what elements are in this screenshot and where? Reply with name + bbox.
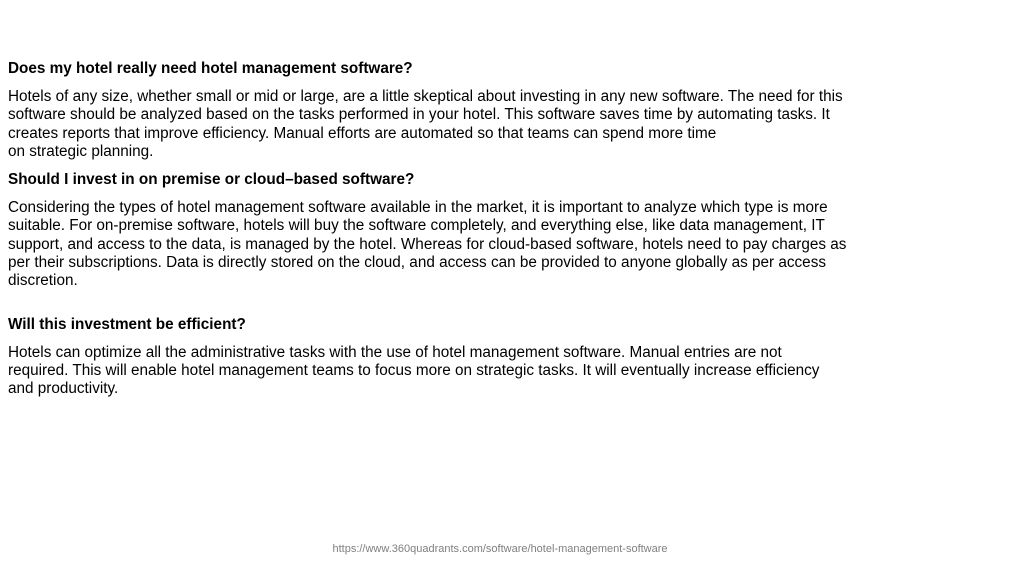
faq-content bbox=[8, 60, 983, 409]
answer-line: support, and access to the data, is managed by the hotel. Whereas for cloud-based software, hotels need to pay charges as bbox=[8, 235, 847, 253]
answer-line: and productivity. bbox=[8, 380, 119, 398]
question-heading: Does my hotel really need hotel management software? bbox=[8, 60, 413, 77]
answer-paragraph bbox=[8, 88, 983, 161]
answer-line: suitable. For on-premise software, hotels will buy the software completely, and everything else, like data management, IT bbox=[8, 217, 825, 235]
answer-paragraph bbox=[8, 199, 983, 290]
question-heading: Should I invest in on premise or cloud–based software? bbox=[8, 171, 415, 189]
answer-line: required. This will enable hotel management teams to focus more on strategic tasks. It will eventually increase efficiency bbox=[8, 361, 820, 379]
answer-line: Considering the types of hotel management software available in the market, it is important to analyze which type is more bbox=[8, 199, 828, 217]
answer-line: creates reports that improve efficiency. Manual efforts are automated so that teams can spend more time bbox=[8, 124, 717, 142]
answer-line: discretion. bbox=[8, 272, 78, 290]
answer-line: software should be analyzed based on the tasks performed in your hotel. This software saves time by automating tasks. It bbox=[8, 106, 830, 124]
answer-line: per their subscriptions. Data is directly stored on the cloud, and access can be provided to anyone globally as per access bbox=[8, 254, 826, 272]
answer-line: Hotels can optimize all the administrative tasks with the use of hotel management software. Manual entries are not bbox=[8, 343, 782, 361]
answer-line: on strategic planning. bbox=[8, 142, 154, 160]
question-heading: Will this investment be efficient? bbox=[8, 315, 246, 333]
footer-source-url[interactable]: https://www.360quadrants.com/software/hotel-management-software bbox=[332, 543, 668, 555]
answer-paragraph bbox=[8, 344, 983, 399]
answer-line: Hotels of any size, whether small or mid or large, are a little skeptical about investing in any new software. The need for this bbox=[8, 88, 843, 105]
